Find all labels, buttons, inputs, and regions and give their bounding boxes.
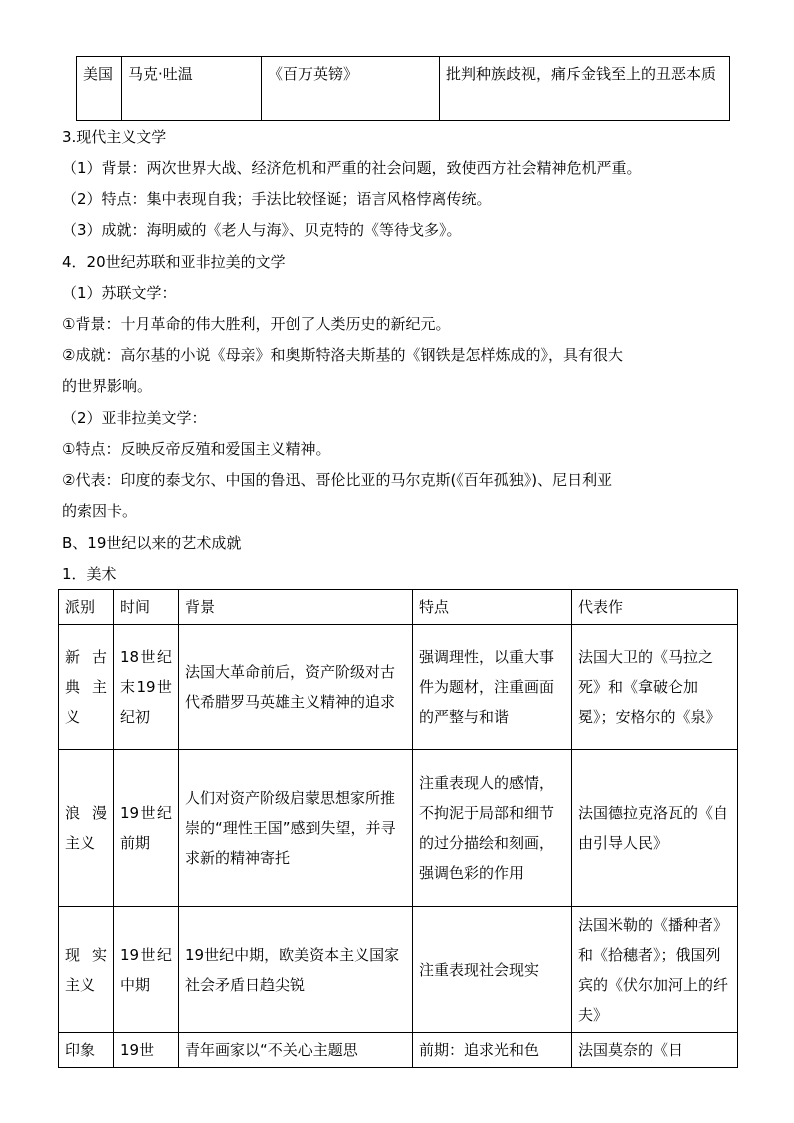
time-cell: 19世纪中期 [114, 907, 179, 1033]
features-cell: 注重表现社会现实 [413, 907, 572, 1033]
table-row [59, 750, 738, 907]
background-cell: 人们对资产阶级启蒙思想家所推崇的“理性王国”感到失望，并寻求新的精神寄托 [179, 750, 413, 907]
country-cell: 美国 [77, 57, 122, 121]
theme-cell: 批判种族歧视，痛斥金钱至上的丑恶本质 [440, 57, 730, 121]
sec4-afro-asian-features: ①特点：反映反帝反殖和爱国主义精神。 [62, 440, 331, 458]
school-cell: 新古典主义 [59, 625, 114, 750]
sec3-background: （1）背景：两次世界大战、经济危机和严重的社会问题，致使西方社会精神危机严重。 [62, 159, 642, 177]
art-table [58, 589, 738, 1068]
time-cell: 19世纪前期 [114, 750, 179, 907]
works-cell: 法国米勒的《播种者》和《拾穗者》；俄国列宾的《伏尔加河上的纤夫》 [572, 907, 738, 1033]
sec4-soviet-heading: （1）苏联文学： [62, 284, 177, 302]
sec4-soviet-achievements-line1: ②成就：高尔基的小说《母亲》和奥斯特洛夫斯基的《钢铁是怎样炼成的》，具有很大 [62, 346, 623, 364]
header-works: 代表作 [572, 590, 738, 625]
background-cell: 19世纪中期，欧美资本主义国家社会矛盾日趋尖锐 [179, 907, 413, 1033]
section-3-title: 3.现代主义文学 [62, 128, 167, 146]
table-row [59, 625, 738, 750]
school-cell: 现实主义 [59, 907, 114, 1033]
literature-table-continuation [76, 56, 730, 121]
sec4-soviet-background: ①背景：十月革命的伟大胜利，开创了人类历史的新纪元。 [62, 315, 451, 333]
features-cell: 强调理性，以重大事件为题材，注重画面的严整与和谐 [413, 625, 572, 750]
sec4-afro-asian-heading: （2）亚非拉美文学： [62, 409, 207, 427]
background-cell: 青年画家以“不关心主题思 [179, 1033, 413, 1068]
table-row [59, 1033, 738, 1068]
header-features: 特点 [413, 590, 572, 625]
background-cell: 法国大革命前后，资产阶级对古代希腊罗马英雄主义精神的追求 [179, 625, 413, 750]
works-cell: 法国德拉克洛瓦的《自由引导人民》 [572, 750, 738, 907]
art-section-title: 1．美术 [62, 565, 117, 583]
sec4-afro-asian-reps-line1: ②代表：印度的泰戈尔、中国的鲁迅、哥伦比亚的马尔克斯(《百年孤独》)、尼日利亚 [62, 471, 613, 489]
header-school: 派别 [59, 590, 114, 625]
header-background: 背景 [179, 590, 413, 625]
works-cell: 法国莫奈的《日 [572, 1033, 738, 1068]
time-cell: 19世 [114, 1033, 179, 1068]
table-header-row [59, 590, 738, 625]
features-cell: 前期：追求光和色 [413, 1033, 572, 1068]
features-cell: 注重表现人的感情，不拘泥于局部和细节的过分描绘和刻画，强调色彩的作用 [413, 750, 572, 907]
section-4-title: 4．20世纪苏联和亚非拉美的文学 [62, 253, 286, 271]
sec3-features: （2）特点：集中表现自我；手法比较怪诞；语言风格悖离传统。 [62, 190, 492, 208]
sec4-afro-asian-reps-line2: 的索因卡。 [62, 502, 138, 520]
school-cell: 印象 [59, 1033, 114, 1068]
section-b-title: B、19世纪以来的艺术成就 [62, 534, 242, 552]
work-cell: 《百万英镑》 [262, 57, 440, 121]
author-cell: 马克·吐温 [122, 57, 262, 121]
time-cell: 18世纪末19世纪初 [114, 625, 179, 750]
sec3-achievements: （3）成就：海明威的《老人与海》、贝克特的《等待戈多》。 [62, 221, 462, 239]
works-cell: 法国大卫的《马拉之死》和《拿破仑加冕》；安格尔的《泉》 [572, 625, 738, 750]
table-row [77, 57, 730, 121]
school-cell: 浪漫主义 [59, 750, 114, 907]
header-time: 时间 [114, 590, 179, 625]
table-row [59, 907, 738, 1033]
sec4-soviet-achievements-line2: 的世界影响。 [62, 377, 153, 395]
